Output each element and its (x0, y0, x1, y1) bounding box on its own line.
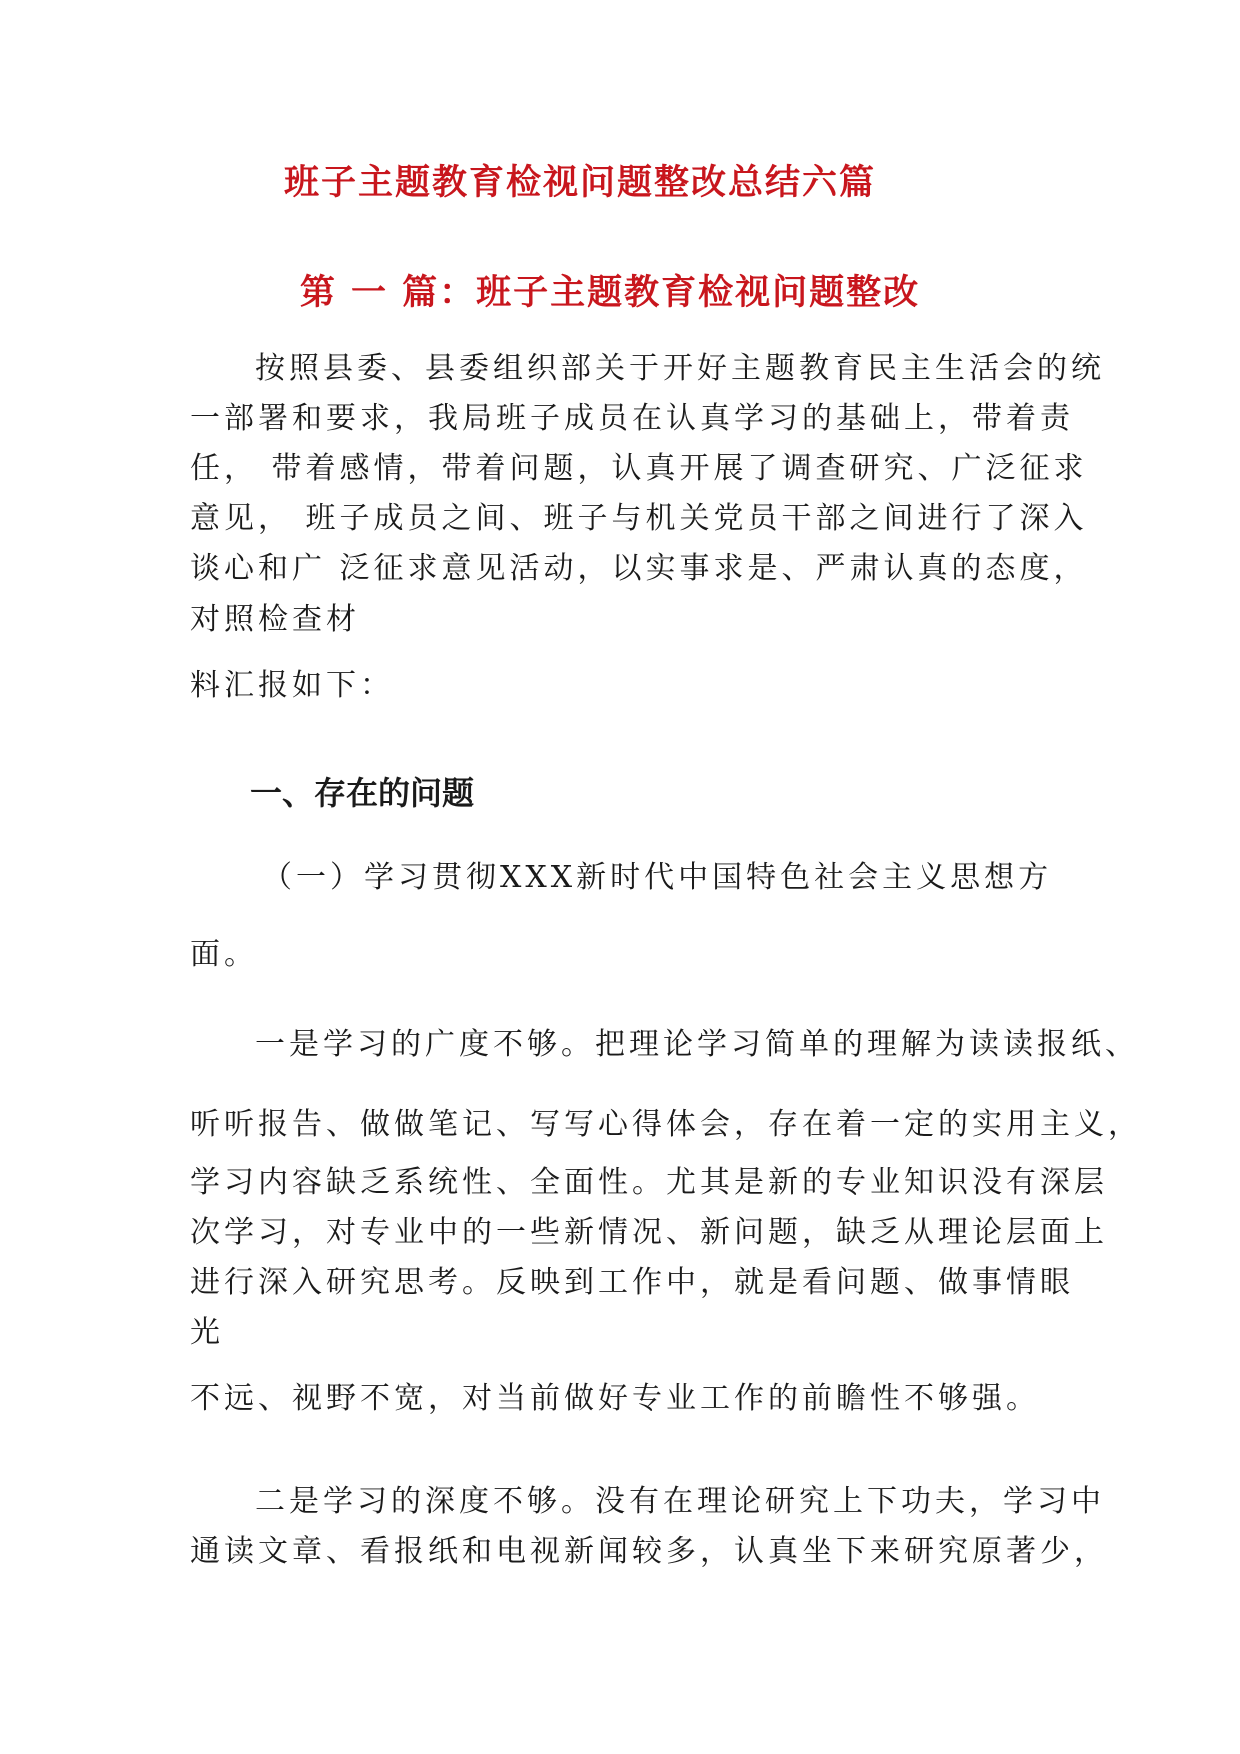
document-subtitle: 第 一 篇：班子主题教育检视问题整改 (299, 272, 921, 313)
intro-line: 料汇报如下： (190, 668, 394, 703)
paragraph-line: 学习内容缺乏系统性、全面性。尤其是新的专业知识没有深层 (190, 1165, 1108, 1200)
subsection-heading: 面。 (190, 937, 258, 972)
paragraph-line: 不远、视野不宽，对当前做好专业工作的前瞻性不够强。 (190, 1381, 1040, 1416)
paragraph-line: 光 (190, 1315, 224, 1350)
paragraph-line: 听听报告、做做笔记、写写心得体会，存在着一定的实用主义， (190, 1107, 1142, 1142)
paragraph-line: 进行深入研究思考。反映到工作中，就是看问题、做事情眼 (190, 1265, 1074, 1300)
subsection-heading: （一）学习贯彻XXX新时代中国特色社会主义思想方 (262, 860, 1053, 895)
paragraph-line: 次学习，对专业中的一些新情况、新问题，缺乏从理论层面上 (190, 1215, 1108, 1250)
paragraph-line: 一是学习的广度不够。把理论学习简单的理解为读读报纸、 (255, 1027, 1139, 1062)
paragraph-line: 二是学习的深度不够。没有在理论研究上下功夫，学习中 (255, 1484, 1105, 1519)
intro-line: 对照检查材 (190, 602, 360, 637)
intro-line: 意见， 班子成员之间、班子与机关党员干部之间进行了深入 (190, 501, 1088, 536)
section-heading: 一、存在的问题 (250, 774, 475, 812)
intro-line: 一部署和要求，我局班子成员在认真学习的基础上，带着责 (190, 401, 1074, 436)
paragraph-line: 通读文章、看报纸和电视新闻较多，认真坐下来研究原著少， (190, 1534, 1108, 1569)
intro-line: 按照县委、县委组织部关于开好主题教育民主生活会的统 (255, 351, 1105, 386)
document-title: 班子主题教育检视问题整改总结六篇 (283, 162, 876, 203)
intro-line: 谈心和广 泛征求意见活动，以实事求是、严肃认真的态度， (190, 551, 1088, 586)
intro-line: 任， 带着感情，带着问题，认真开展了调查研究、广泛征求 (190, 451, 1088, 486)
